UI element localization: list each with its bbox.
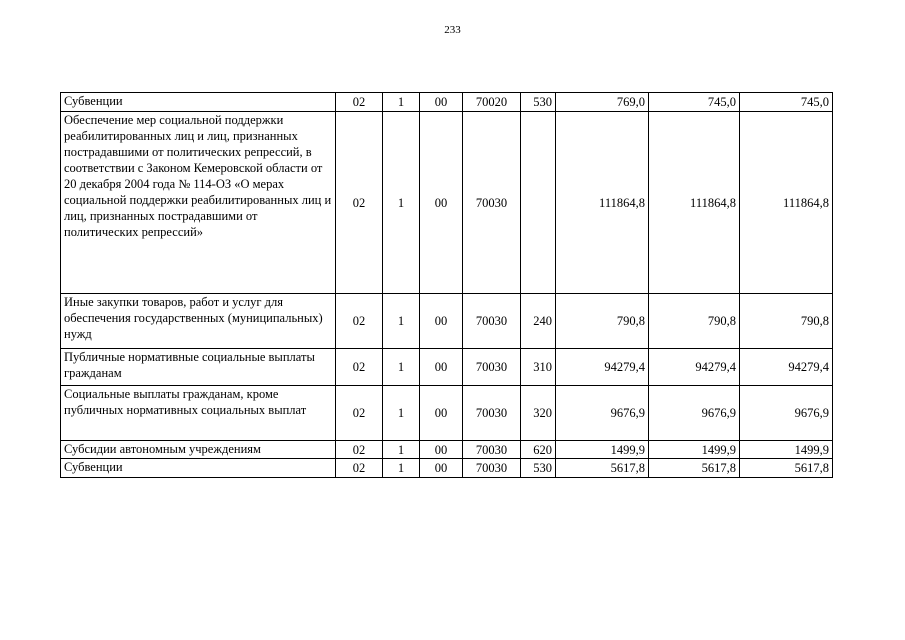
code-article: 70030 [463, 441, 521, 459]
table-row [61, 386, 833, 441]
row-name: Субвенции [61, 459, 336, 478]
code-subsection: 1 [383, 112, 420, 294]
code-section: 02 [336, 93, 383, 112]
code-section: 02 [336, 441, 383, 459]
row-name: Обеспечение мер социальной поддержки реабилитированных лиц и лиц, признанных пострадавшими от политических репрессий, в соответствии с Законом Кемеровской области от 20 декабря 2004 года № 114-ОЗ «О мерах социальной поддержки реабилитированных лиц и лиц, признанных пострадавшими от политических репрессий» [61, 112, 336, 294]
code-expense-type: 620 [521, 441, 556, 459]
row-name: Публичные нормативные социальные выплаты гражданам [61, 349, 336, 386]
code-article: 70020 [463, 93, 521, 112]
table-row [61, 441, 833, 459]
row-name: Иные закупки товаров, работ и услуг для обеспечения государственных (муниципальных) нужд [61, 294, 336, 349]
code-program: 00 [420, 459, 463, 478]
table-row [61, 349, 833, 386]
code-subsection: 1 [383, 459, 420, 478]
code-expense-type: 530 [521, 93, 556, 112]
code-program: 00 [420, 294, 463, 349]
code-article: 70030 [463, 349, 521, 386]
table-row [61, 459, 833, 478]
code-subsection: 1 [383, 349, 420, 386]
value-year-2: 94279,4 [649, 349, 740, 386]
code-expense-type [521, 112, 556, 294]
value-year-1: 790,8 [556, 294, 649, 349]
value-year-1: 111864,8 [556, 112, 649, 294]
value-year-3: 111864,8 [740, 112, 833, 294]
code-section: 02 [336, 459, 383, 478]
page-number: 233 [444, 24, 461, 36]
code-expense-type: 320 [521, 386, 556, 441]
table-row [61, 112, 833, 294]
value-year-1: 1499,9 [556, 441, 649, 459]
value-year-3: 9676,9 [740, 386, 833, 441]
row-name: Социальные выплаты гражданам, кроме публичных нормативных социальных выплат [61, 386, 336, 441]
table-row [61, 93, 833, 112]
table-row [61, 294, 833, 349]
value-year-3: 5617,8 [740, 459, 833, 478]
value-year-1: 9676,9 [556, 386, 649, 441]
code-section: 02 [336, 386, 383, 441]
code-program: 00 [420, 349, 463, 386]
value-year-2: 5617,8 [649, 459, 740, 478]
code-article: 70030 [463, 459, 521, 478]
code-article: 70030 [463, 112, 521, 294]
value-year-2: 1499,9 [649, 441, 740, 459]
code-section: 02 [336, 294, 383, 349]
code-program: 00 [420, 441, 463, 459]
value-year-3: 790,8 [740, 294, 833, 349]
value-year-1: 5617,8 [556, 459, 649, 478]
row-name: Субсидии автономным учреждениям [61, 441, 336, 459]
code-subsection: 1 [383, 294, 420, 349]
code-program: 00 [420, 93, 463, 112]
row-name: Субвенции [61, 93, 336, 112]
code-subsection: 1 [383, 386, 420, 441]
code-article: 70030 [463, 386, 521, 441]
code-expense-type: 310 [521, 349, 556, 386]
code-program: 00 [420, 112, 463, 294]
code-section: 02 [336, 349, 383, 386]
value-year-1: 94279,4 [556, 349, 649, 386]
code-subsection: 1 [383, 93, 420, 112]
value-year-3: 745,0 [740, 93, 833, 112]
code-section: 02 [336, 112, 383, 294]
code-article: 70030 [463, 294, 521, 349]
code-program: 00 [420, 386, 463, 441]
value-year-3: 1499,9 [740, 441, 833, 459]
code-expense-type: 240 [521, 294, 556, 349]
code-subsection: 1 [383, 441, 420, 459]
code-expense-type: 530 [521, 459, 556, 478]
budget-table [60, 92, 833, 478]
value-year-2: 790,8 [649, 294, 740, 349]
value-year-2: 9676,9 [649, 386, 740, 441]
value-year-2: 111864,8 [649, 112, 740, 294]
value-year-2: 745,0 [649, 93, 740, 112]
value-year-1: 769,0 [556, 93, 649, 112]
value-year-3: 94279,4 [740, 349, 833, 386]
